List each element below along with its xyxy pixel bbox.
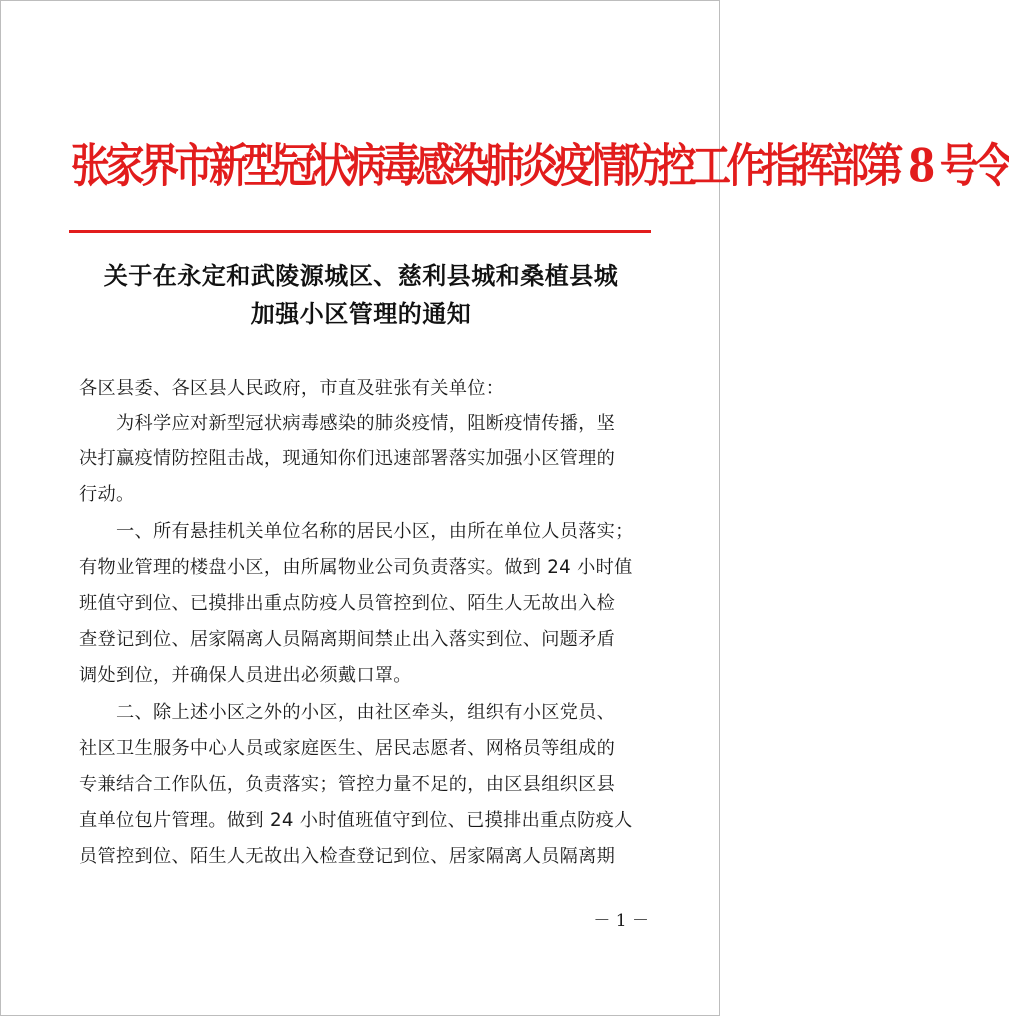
body-line: 行动。: [79, 484, 135, 505]
body-line: 一、所有悬挂机关单位名称的居民小区，由所在单位人员落实；: [116, 521, 634, 542]
body-line: 员管控到位、陌生人无故出入检查登记到位、居家隔离人员隔离期: [79, 846, 616, 867]
red-divider-line: [69, 230, 651, 233]
red-header-title: 张家界市新型冠状病毒感染肺炎疫情防控工作指挥部第 8 号令: [71, 138, 1009, 194]
salutation: 各区县委、各区县人民政府，市直及驻张有关单位：: [79, 378, 505, 399]
body-line: 调处到位，并确保人员进出必须戴口罩。: [79, 665, 412, 686]
body-line: 查登记到位、居家隔离人员隔离期间禁止出入落实到位、问题矛盾: [79, 629, 616, 650]
body-line: 专兼结合工作队伍，负责落实；管控力量不足的，由区县组织区县: [79, 774, 616, 795]
body-line: 社区卫生服务中心人员或家庭医生、居民志愿者、网格员等组成的: [79, 738, 616, 759]
body-line: 班值守到位、已摸排出重点防疫人员管控到位、陌生人无故出入检: [79, 593, 616, 614]
body-line: 决打赢疫情防控阻击战，现通知你们迅速部署落实加强小区管理的: [79, 448, 616, 469]
notice-title-line-1: 关于在永定和武陵源城区、慈利县城和桑植县城: [103, 261, 619, 290]
page-number: － 1 －: [593, 911, 649, 931]
body-line: 有物业管理的楼盘小区，由所属物业公司负责落实。做到 24 小时值: [79, 557, 633, 578]
body-line: 为科学应对新型冠状病毒感染的肺炎疫情，阻断疫情传播，坚: [116, 413, 616, 434]
body-line: 二、除上述小区之外的小区，由社区牵头，组织有小区党员、: [116, 702, 616, 723]
notice-title-line-2: 加强小区管理的通知: [250, 299, 472, 328]
body-line: 直单位包片管理。做到 24 小时值班值守到位、已摸排出重点防疫人: [79, 810, 633, 831]
